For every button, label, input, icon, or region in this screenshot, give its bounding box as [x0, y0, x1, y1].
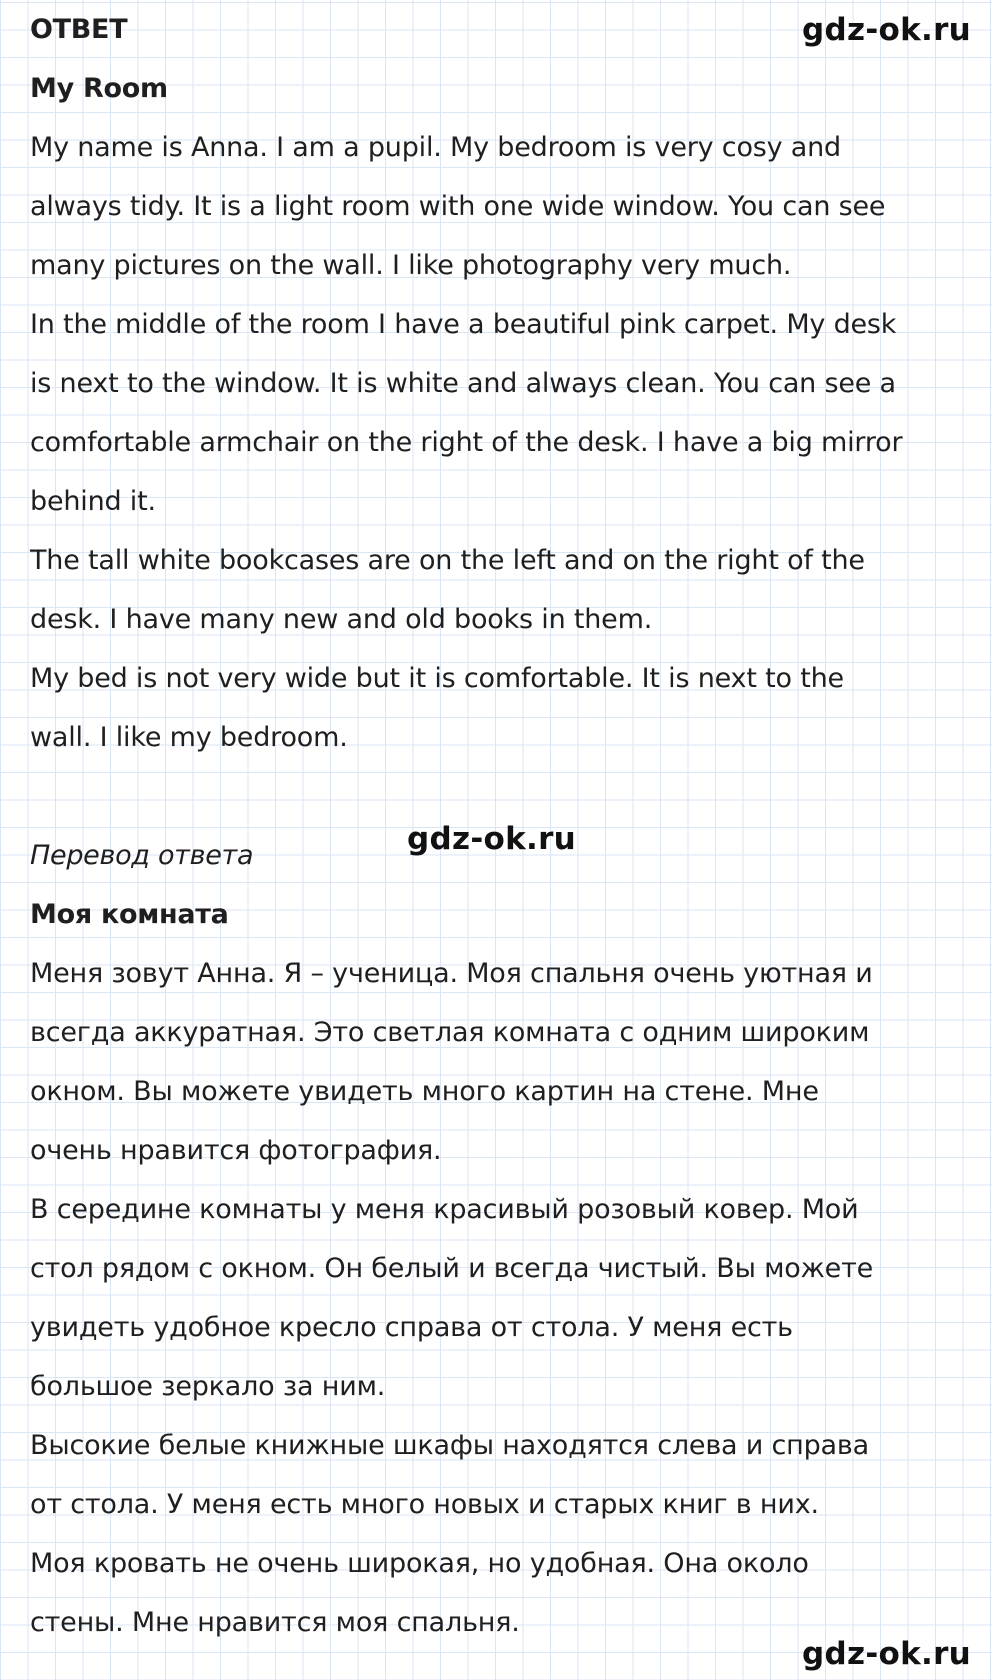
answer-line: always tidy. It is a light room with one wide window. You can see: [30, 191, 886, 222]
translation-line: стол рядом с окном. Он белый и всегда чистый. Вы можете: [30, 1253, 874, 1284]
answer-line: The tall white bookcases are on the left and on the right of the: [30, 545, 865, 576]
answer-line: comfortable armchair on the right of the desk. I have a big mirror: [30, 427, 903, 458]
translation-label: Перевод ответа: [30, 840, 254, 871]
answer-line: is next to the window. It is white and always clean. You can see a: [30, 368, 896, 399]
watermark-bottom: gdz-ok.ru: [802, 1636, 972, 1672]
answer-line: My bed is not very wide but it is comfortable. It is next to the: [30, 663, 844, 694]
translation-line: Высокие белые книжные шкафы находятся слева и справа: [30, 1430, 869, 1461]
translation-line: от стола. У меня есть много новых и старых книг в них.: [30, 1489, 819, 1520]
answer-line: desk. I have many new and old books in them.: [30, 604, 653, 635]
translation-line: В середине комнаты у меня красивый розовый ковер. Мой: [30, 1194, 859, 1225]
answer-title: My Room: [30, 73, 168, 104]
answer-label: ОТВЕТ: [30, 14, 128, 45]
translation-line: всегда аккуратная. Это светлая комната с одним широким: [30, 1017, 870, 1048]
answer-line: wall. I like my bedroom.: [30, 722, 348, 753]
translation-line: увидеть удобное кресло справа от стола. У меня есть: [30, 1312, 793, 1343]
translation-line: стены. Мне нравится моя спальня.: [30, 1607, 520, 1638]
translation-line: очень нравится фотография.: [30, 1135, 442, 1166]
translation-line: Меня зовут Анна. Я – ученица. Моя спальня очень уютная и: [30, 958, 873, 989]
answer-line: In the middle of the room I have a beautiful pink carpet. My desk: [30, 309, 897, 340]
answer-line: behind it.: [30, 486, 156, 517]
watermark-top: gdz-ok.ru: [802, 12, 972, 48]
translation-line: окном. Вы можете увидеть много картин на стене. Мне: [30, 1076, 819, 1107]
translation-title: Моя комната: [30, 899, 229, 930]
answer-line: many pictures on the wall. I like photography very much.: [30, 250, 792, 281]
answer-line: My name is Anna. I am a pupil. My bedroom is very cosy and: [30, 132, 841, 163]
translation-line: Моя кровать не очень широкая, но удобная. Она около: [30, 1548, 809, 1579]
translation-line: большое зеркало за ним.: [30, 1371, 386, 1402]
watermark-middle: gdz-ok.ru: [407, 821, 577, 857]
